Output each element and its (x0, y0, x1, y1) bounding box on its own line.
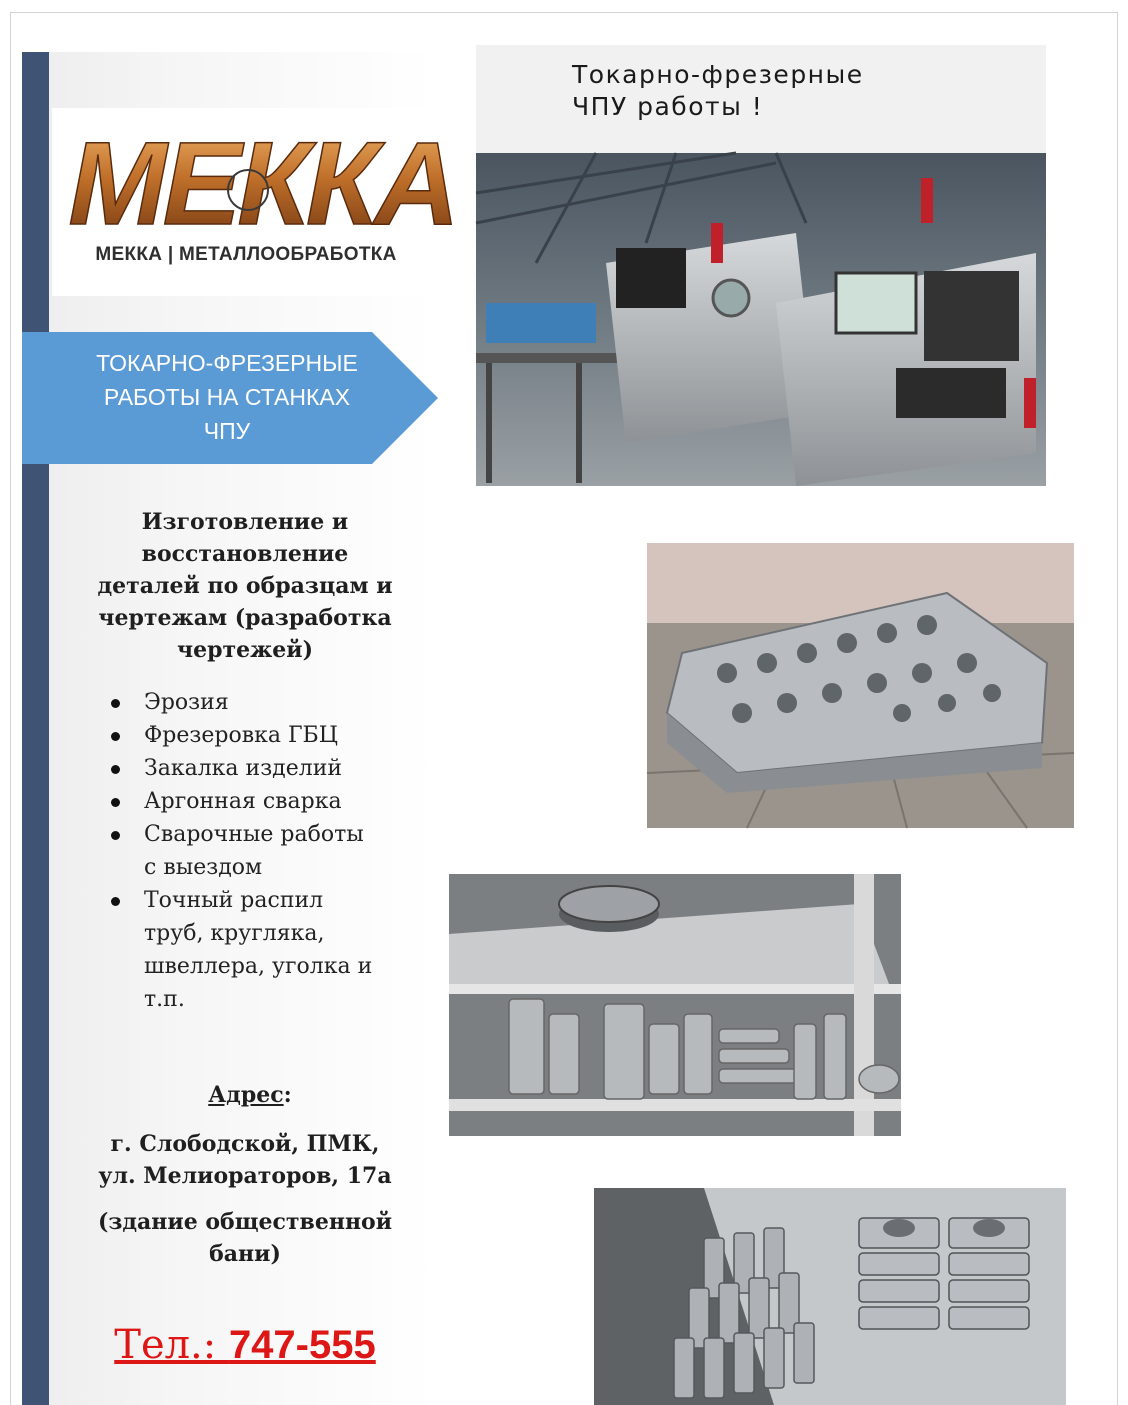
phone-prefix: Тел.: (114, 1322, 229, 1368)
machined-parts-photo (594, 1188, 1066, 1405)
cnc-photo-card (476, 45, 1046, 486)
services-banner (22, 332, 438, 464)
banner-text (62, 346, 392, 448)
bullet-icon (111, 699, 120, 708)
address-note-line: (здание общественной (97, 1209, 393, 1235)
bullet-icon (111, 765, 120, 774)
service-item: Закалка изделий (108, 752, 408, 785)
intro-heading (70, 506, 420, 666)
bullet-icon (111, 831, 120, 840)
turned-parts-shelf-photo (449, 874, 901, 1136)
service-item: Эрозия (108, 686, 408, 719)
address-line: ул. Мелиораторов, 17а (98, 1163, 392, 1189)
cylinder-head-photo (647, 543, 1074, 828)
banner-line: ЧПУ (203, 418, 251, 444)
bullet-icon (111, 798, 120, 807)
bullet-icon (111, 897, 120, 906)
photo-title-line: Токарно-фрезерные (572, 60, 864, 89)
banner-line: РАБОТЫ НА СТАНКАХ (103, 384, 351, 410)
address-lines (60, 1128, 430, 1192)
intro-line: деталей по образцам и (97, 573, 393, 599)
intro-line: восстановление (141, 541, 349, 567)
logo (52, 108, 456, 296)
address-note (60, 1206, 430, 1270)
turned-parts-shelf-image (449, 874, 901, 1136)
accent-bar (22, 52, 49, 1405)
service-item: Точный распил труб, кругляка, швеллера, уголка и т.п. (108, 884, 408, 1016)
photo-title-line: ЧПУ работы ! (572, 92, 764, 121)
logo-mark-text: МЕККА (68, 118, 456, 250)
address-label: Адрес: (208, 1082, 292, 1108)
phone[interactable] (60, 1322, 430, 1368)
cylinder-head-image (647, 543, 1074, 828)
machined-parts-image (594, 1188, 1066, 1405)
intro-line: чертежам (разработка (98, 605, 392, 631)
address-note-line: бани) (209, 1241, 281, 1267)
mekka-logo-mark (68, 118, 456, 250)
bullet-icon (111, 732, 120, 741)
logo-caption: МЕККА | МЕТАЛЛООБРАБОТКА (95, 244, 397, 265)
phone-number[interactable]: 747-555 (228, 1323, 376, 1367)
address-line: г. Слободской, ПМК, (110, 1131, 380, 1157)
service-item: Сварочные работы с выездом (108, 818, 408, 884)
service-item: Аргонная сварка (108, 785, 408, 818)
services-list (108, 686, 408, 1016)
banner-line: ТОКАРНО-ФРЕЗЕРНЫЕ (96, 350, 358, 376)
cnc-lathe-photo (476, 153, 1046, 486)
photo-title (572, 59, 992, 123)
intro-line: чертежей) (176, 637, 314, 663)
intro-line: Изготовление и (141, 509, 349, 535)
service-item: Фрезеровка ГБЦ (108, 719, 408, 752)
